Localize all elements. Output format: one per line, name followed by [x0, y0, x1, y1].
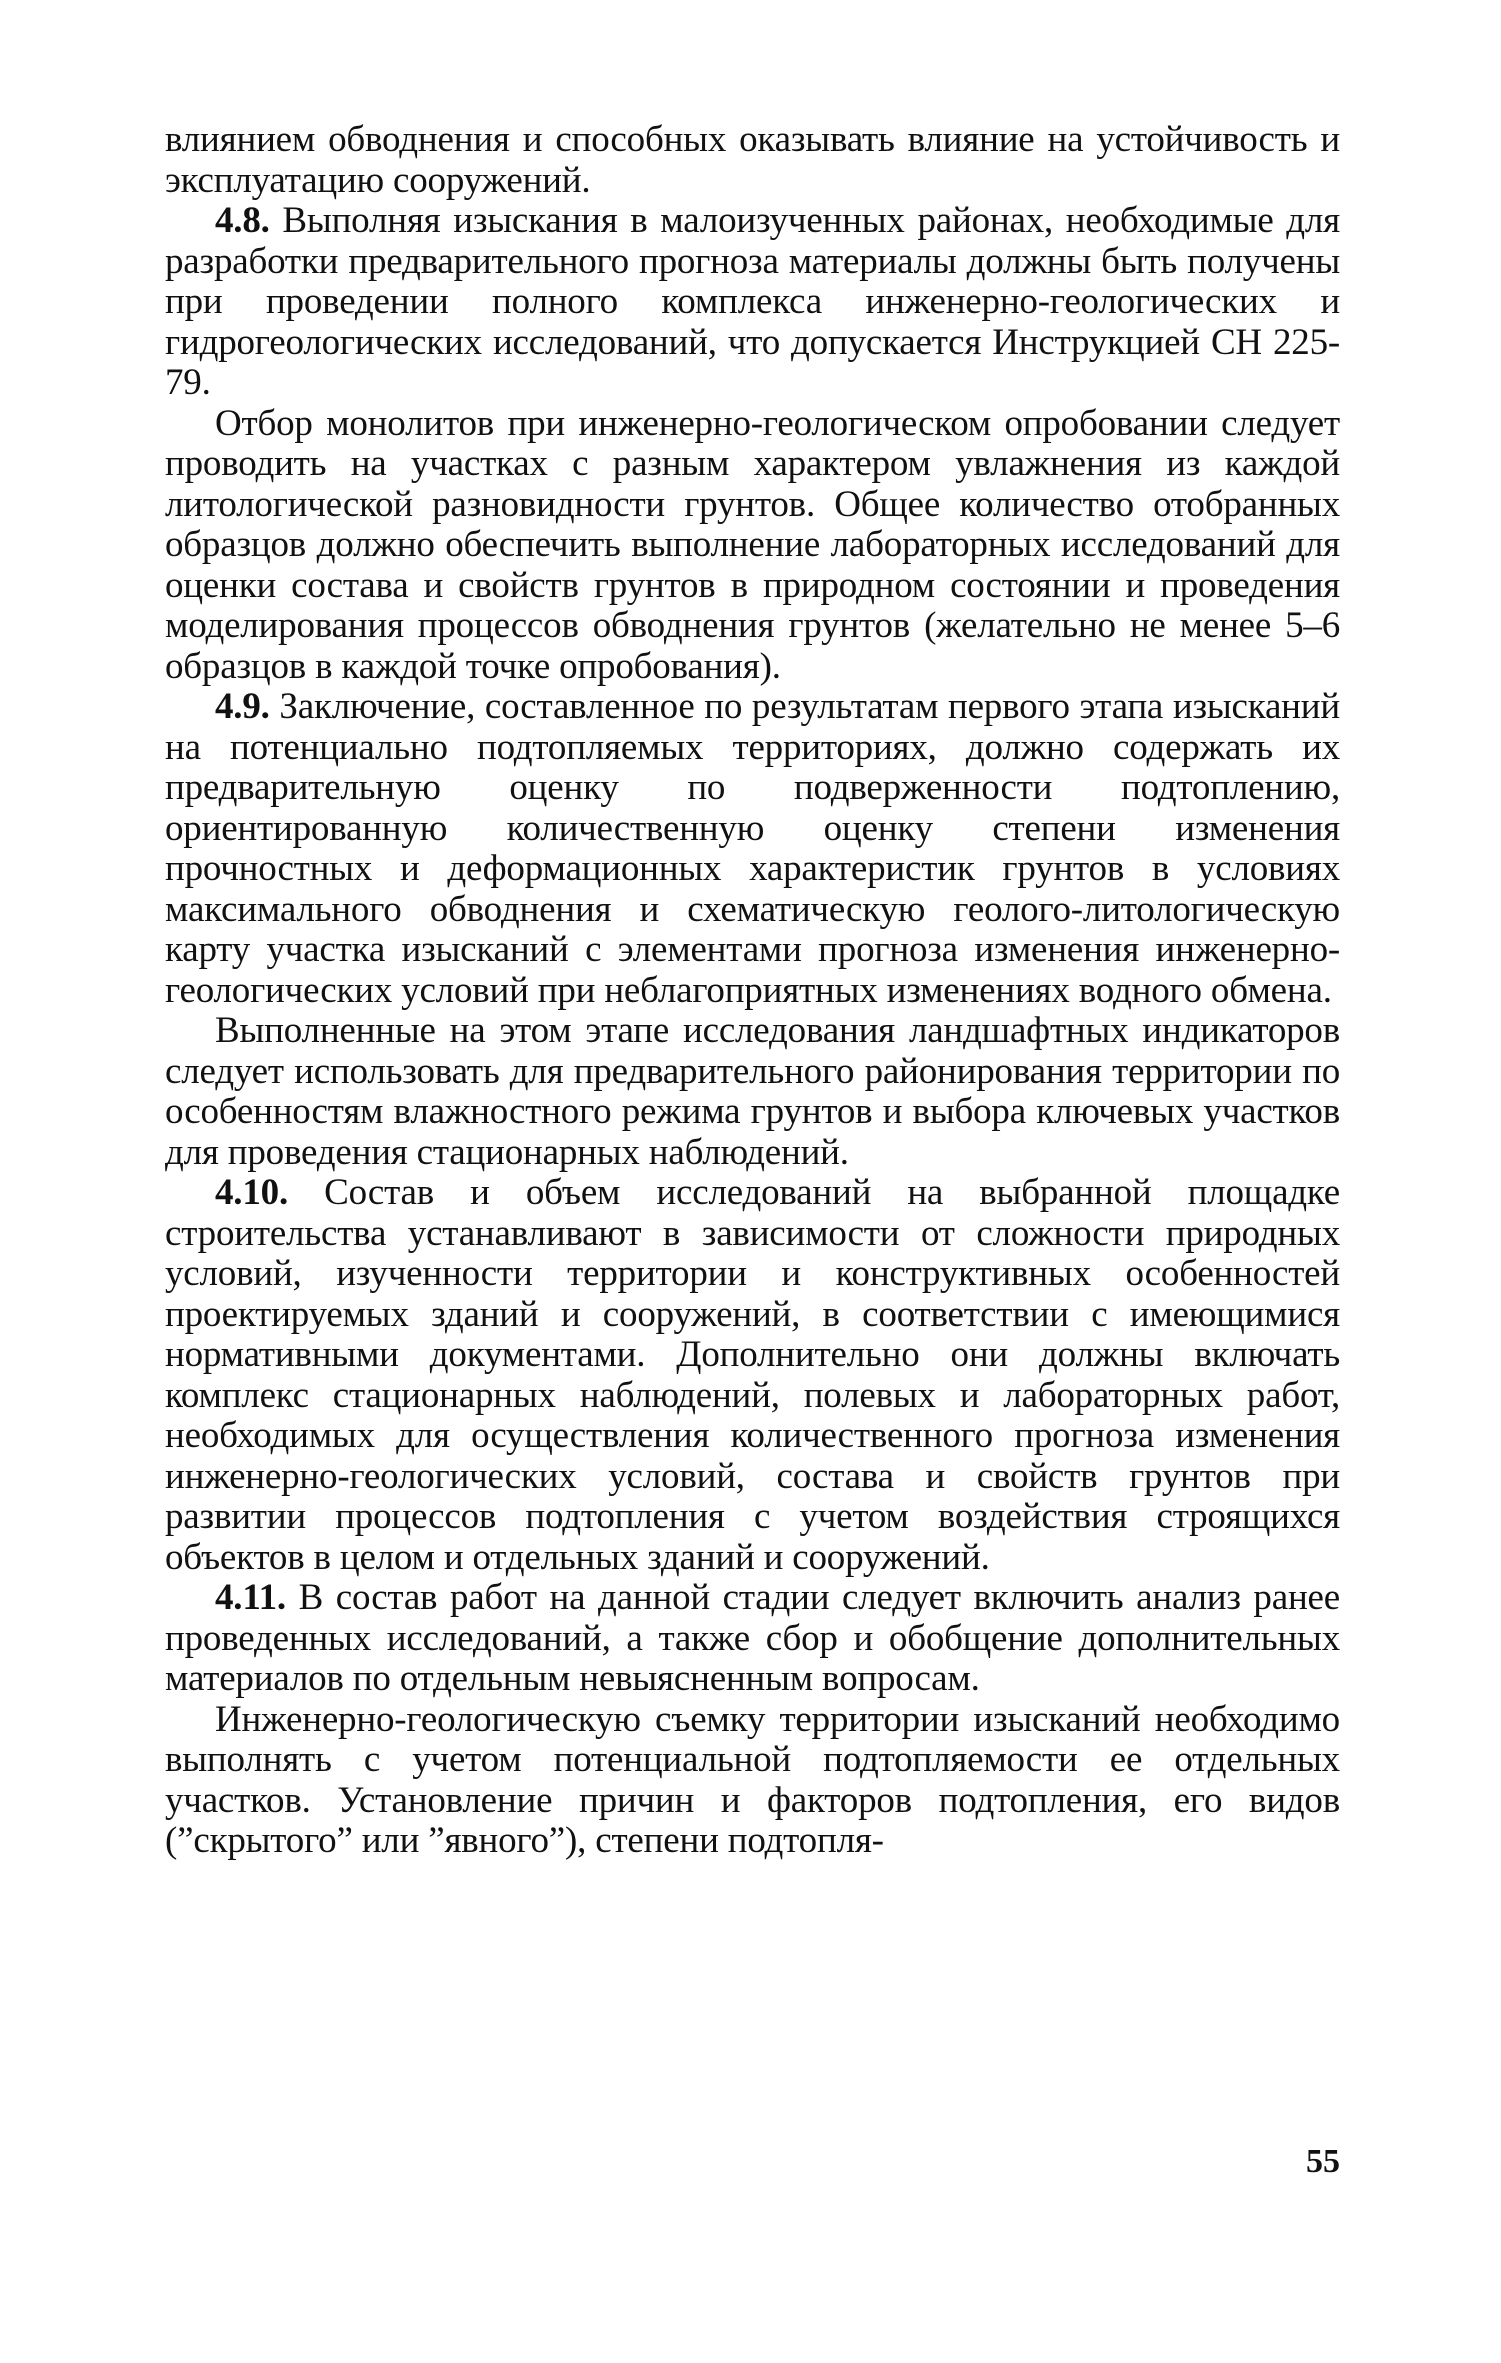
paragraph-4-8 — [165, 201, 1340, 404]
item-number: 4.8. — [215, 200, 270, 241]
page-body — [165, 120, 1340, 1862]
paragraph-text: влиянием обводнения и способных оказывать влияние на устойчивость и эксплуатацию сооружений. — [165, 119, 1340, 201]
paragraph-text: В состав работ на данной стадии следует включить анализ ранее проведенных исследований, а также сбор и обобщение дополнительных материалов по отдельным невыясненным вопросам. — [165, 1577, 1340, 1699]
paragraph-4-9 — [165, 687, 1340, 1011]
page-number: 55 — [1306, 2143, 1340, 2180]
paragraph-text: Инженерно-геологическую съемку территории изысканий необходимо выполнять с учетом потенциальной подтопляемости ее отдельных участков. Установление причин и факторов подтопления, его видов (”скрытого” или ”явного”), степени подтопля- — [165, 1698, 1340, 1861]
paragraph-text: Выполненные на этом этапе исследования ландшафтных индикаторов следует использовать для предварительного районирования территории по особенностям влажностного режима грунтов и выбора ключевых участков для проведения стационарных наблюдений. — [165, 1010, 1340, 1173]
item-number: 4.10. — [215, 1172, 289, 1213]
paragraph-text: Заключение, составленное по результатам первого этапа изысканий на потенциально подтопляемых территориях, должно содержать их предварительную оценку по подверженности подтоплению, ориентированную количественную оценку степени изменения прочностных и деформационных характеристик грунтов в условиях максимального обводнения и схематическую геолого-литологическую карту участка изысканий с элементами прогноза изменения инженерно-геологических условий при неблагоприятных изменениях водного обмена. — [165, 686, 1340, 1011]
paragraph-text: Отбор монолитов при инженерно-геологическом опробовании следует проводить на участках с разным характером увлажнения из каждой литологической разновидности грунтов. Общее количество отобранных образцов должно обеспечить выполнение лабораторных исследований для оценки состава и свойств грунтов в природном состоянии и проведения моделирования процессов обводнения грунтов (желательно не менее 5–6 образцов в каждой точке опробования). — [165, 402, 1340, 687]
paragraph-4-11 — [165, 1578, 1340, 1700]
paragraph-text: Состав и объем исследований на выбранной площадке строительства устанавливают в зависимости от сложности природных условий, изученности территории и конструктивных особенностей проектируемых зданий и сооружений, в соответствии с имеющимися нормативными документами. Дополнительно они должны включать комплекс стационарных наблюдений, полевых и лабораторных работ, необходимых для осуществления количественного прогноза изменения инженерно-геологических условий, состава и свойств грунтов при развитии процессов подтопления с учетом воздействия строящихся объектов в целом и отдельных зданий и сооружений. — [165, 1172, 1340, 1578]
item-number: 4.9. — [215, 686, 270, 727]
paragraph-continuation — [165, 120, 1340, 201]
paragraph-text: Выполняя изыскания в малоизученных районах, необходимые для разработки предварительного прогноза материалы должны быть получены при проведении полного комплекса инженерно-геологических и гидрогеологических исследований, что допускается Инструкцией СН 225-79. — [165, 200, 1340, 403]
paragraph-sampling — [165, 404, 1340, 688]
paragraph-4-10 — [165, 1173, 1340, 1578]
item-number: 4.11. — [215, 1577, 286, 1618]
paragraph-landscape-indicators — [165, 1011, 1340, 1173]
paragraph-survey — [165, 1700, 1340, 1862]
